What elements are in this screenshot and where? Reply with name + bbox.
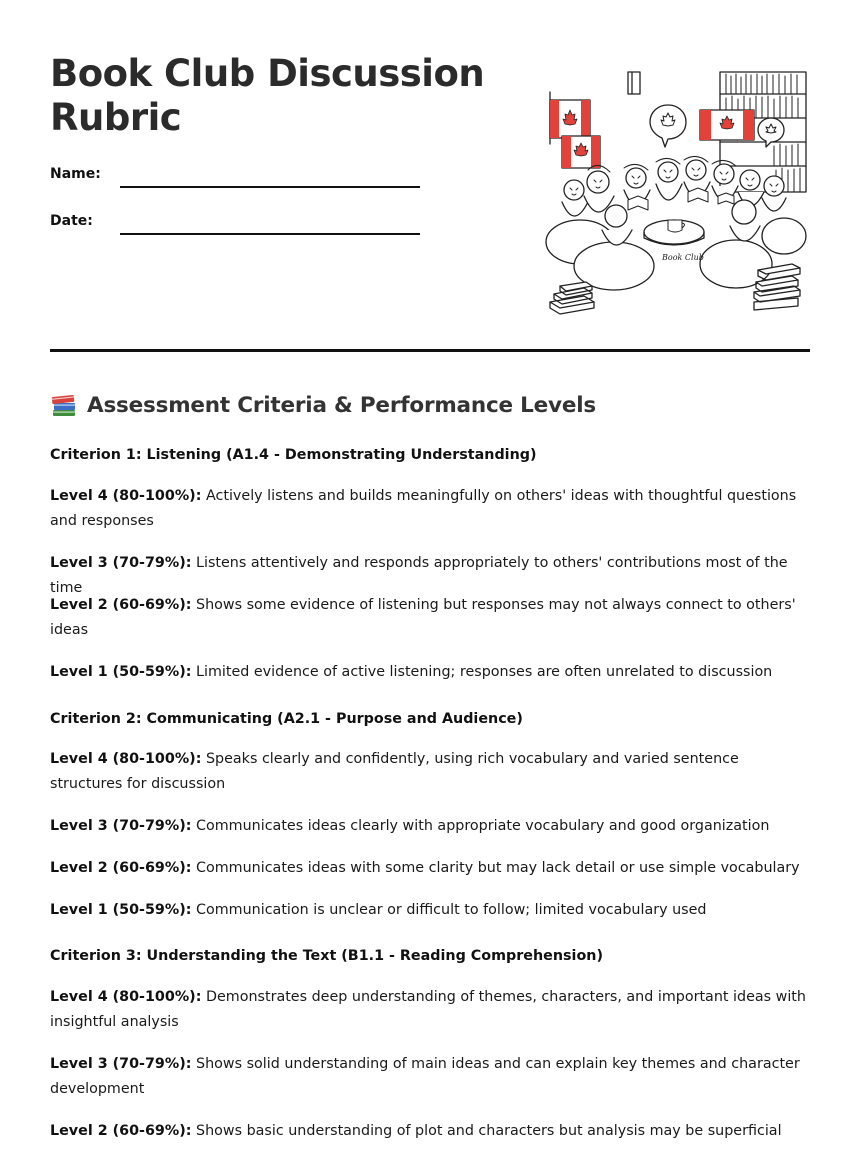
level-label: Level 3 (70-79%): bbox=[50, 818, 192, 834]
level-description: Communicates ideas with some clarity but may lack detail or use simple vocabulary bbox=[196, 860, 800, 876]
criterion-2-level-3 bbox=[50, 814, 810, 839]
criterion-1-level-2 bbox=[50, 593, 810, 643]
level-label: Level 2 (60-69%): bbox=[50, 860, 192, 876]
criterion-1 bbox=[50, 444, 810, 466]
level-label: Level 1 (50-59%): bbox=[50, 664, 192, 680]
date-input-line[interactable] bbox=[120, 233, 420, 235]
level-description: Shows solid understanding of main ideas and can explain key themes and character development bbox=[50, 1056, 800, 1097]
date-label: Date: bbox=[50, 213, 93, 229]
level-description: Communicates ideas clearly with appropriate vocabulary and good organization bbox=[196, 818, 770, 834]
name-label: Name: bbox=[50, 166, 101, 182]
section-heading bbox=[50, 388, 596, 422]
level-description: Actively listens and builds meaningfully on others' ideas with thoughtful questions and responses bbox=[50, 488, 797, 529]
name-field bbox=[50, 166, 420, 190]
level-description: Limited evidence of active listening; responses are often unrelated to discussion bbox=[196, 664, 773, 680]
level-description: Demonstrates deep understanding of themes, characters, and important ideas with insightful analysis bbox=[50, 989, 806, 1030]
criterion-2-level-4 bbox=[50, 747, 810, 797]
criterion-1-level-4 bbox=[50, 484, 810, 534]
name-input-line[interactable] bbox=[120, 186, 420, 188]
criterion-3 bbox=[50, 945, 810, 967]
level-label: Level 2 (60-69%): bbox=[50, 597, 192, 613]
level-label: Level 3 (70-79%): bbox=[50, 555, 192, 571]
criterion-title: Criterion 2: Communicating (A2.1 - Purpose and Audience) bbox=[50, 711, 523, 727]
level-description: Shows basic understanding of plot and characters but analysis may be superficial bbox=[196, 1123, 782, 1139]
page-title: Book Club Discussion Rubric bbox=[50, 52, 485, 139]
header bbox=[50, 0, 810, 418]
criterion-3-level-2 bbox=[50, 1119, 810, 1144]
book-club-illustration bbox=[544, 66, 810, 324]
criterion-title: Criterion 3: Understanding the Text (B1.1 - Reading Comprehension) bbox=[50, 948, 603, 964]
level-description: Communication is unclear or difficult to follow; limited vocabulary used bbox=[196, 902, 707, 918]
header-divider bbox=[50, 349, 810, 352]
books-icon bbox=[50, 391, 78, 419]
criterion-2 bbox=[50, 708, 810, 730]
level-description: Speaks clearly and confidently, using rich vocabulary and varied sentence structures for discussion bbox=[50, 751, 739, 792]
level-label: Level 3 (70-79%): bbox=[50, 1056, 192, 1072]
level-label: Level 2 (60-69%): bbox=[50, 1123, 192, 1139]
rubric-page bbox=[50, 0, 810, 1139]
section-title: Assessment Criteria & Performance Levels bbox=[87, 392, 597, 418]
illustration-signature: Book Club bbox=[662, 253, 704, 262]
criterion-2-level-1 bbox=[50, 898, 810, 923]
level-label: Level 1 (50-59%): bbox=[50, 902, 192, 918]
level-label: Level 4 (80-100%): bbox=[50, 989, 202, 1005]
level-label: Level 4 (80-100%): bbox=[50, 488, 202, 504]
level-description: Shows some evidence of listening but responses may not always connect to others' ideas bbox=[50, 597, 796, 638]
criterion-3-level-4 bbox=[50, 985, 810, 1035]
criterion-3-level-3 bbox=[50, 1052, 810, 1102]
criterion-2-level-2 bbox=[50, 856, 810, 881]
criterion-1-level-1 bbox=[50, 660, 810, 685]
criterion-title: Criterion 1: Listening (A1.4 - Demonstrating Understanding) bbox=[50, 447, 537, 463]
level-label: Level 4 (80-100%): bbox=[50, 751, 202, 767]
date-field bbox=[50, 213, 420, 237]
level-description: Listens attentively and responds appropriately to others' contributions most of the time bbox=[50, 555, 788, 596]
